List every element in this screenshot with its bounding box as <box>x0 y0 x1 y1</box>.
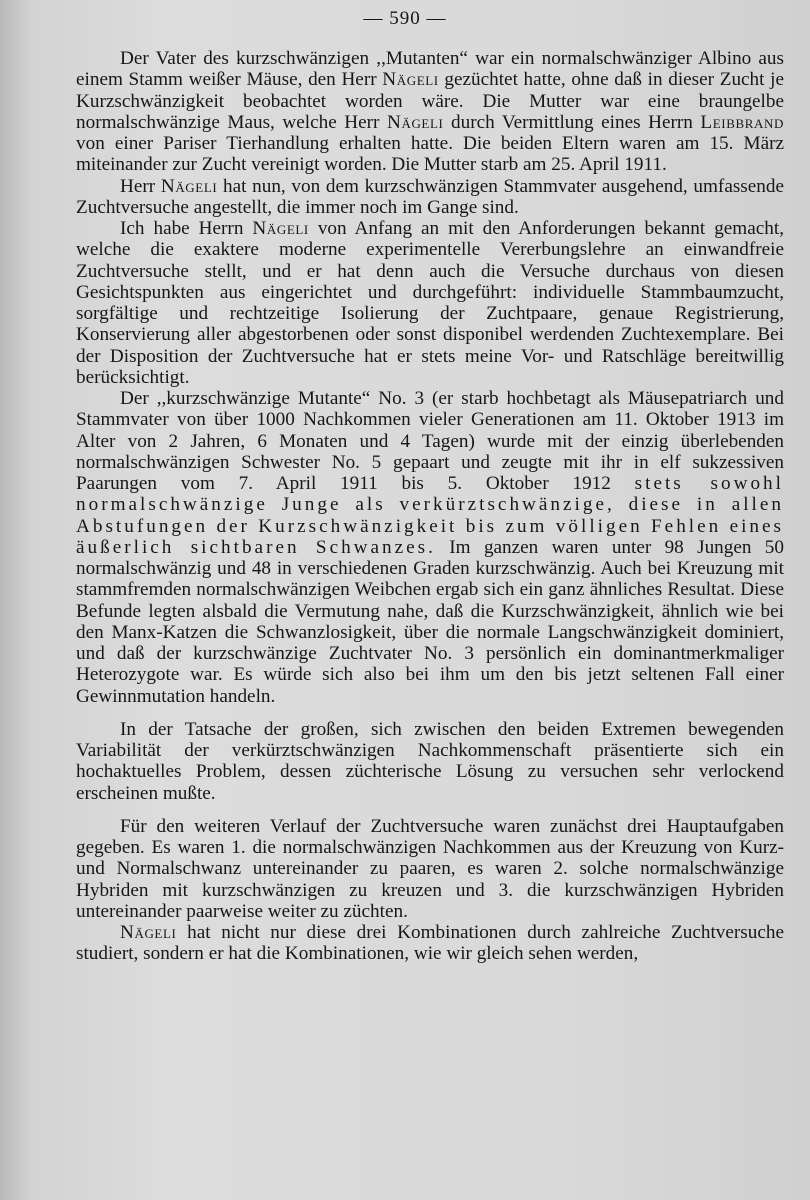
paragraph-1-segment-1: Der Vater des kurzschwänzigen ,,Mutanten“ war ein normalschwänziger Albino aus einem Stamm weißer Mäuse, den Herr <box>76 48 784 91</box>
paragraph-4-segment-2: stets sowohl normalschwänzige Junge als verkürztschwänzige, diese in allen Abstufungen der Kurzschwänzigkeit bis zum völligen Fehlen eines äußerlich sichtbaren Schwanzes. <box>76 473 784 558</box>
paragraph-7-segment-2: hat nicht nur diese drei Kombinationen durch zahlreiche Zuchtversuche studiert, sondern er hat die Kombinationen, wie wir gleich sehen werden, <box>76 922 784 965</box>
paragraph-1-segment-3: gezüchtet hatte, ohne daß in dieser Zucht je Kurzschwänzigkeit beobachtet worden wäre. Die Mutter war eine braungelbe normalschwänzige Maus, welche Herr <box>76 69 784 133</box>
paragraph-3-segment-2: Nägeli <box>252 218 309 239</box>
paragraph-1-segment-7: von einer Pariser Tierhandlung erhalten hatte. Die beiden Eltern waren am 15. März miteinander zur Zucht vereinigt worden. Die Mutter starb am 25. April 1911. <box>76 133 784 176</box>
paragraph-2-segment-1: Herr <box>120 175 161 197</box>
paragraph-1 <box>76 48 784 176</box>
paragraph-6-segment-1: Für den weiteren Verlauf der Zuchtversuche waren zunächst drei Hauptaufgaben gegeben. Es waren 1. die normalschwänzigen Nachkommen aus der Kreuzung von Kurz- und Normalschwanz untereinander zu paaren, es waren 2. solche normalschwänzige Hybriden mit kurzschwänzigen zu kreuzen und 3. die kurzschwänzigen Hybriden untereinander paarweise weiter zu züchten. <box>76 815 784 922</box>
paragraph-2 <box>76 176 784 219</box>
paragraph-4 <box>76 388 784 707</box>
paragraph-1-segment-4: Nägeli <box>387 111 444 133</box>
paragraph-7 <box>76 922 784 965</box>
paragraph-7-segment-1: Nägeli <box>120 922 177 943</box>
paragraph-1-segment-5: durch Vermittlung eines Herrn <box>443 111 701 133</box>
body-text <box>76 48 784 965</box>
paragraph-4-segment-3: Im ganzen waren unter 98 Jungen 50 normalschwänzig und 48 in verschiedenen Graden kurzschwänzig. Auch bei Kreuzung mit stammfremden normalschwänzigen Weibchen ergab sich ein ganz ähnliches Resultat. Diese Befunde legten alsbald die Vermutung nahe, daß die Kurzschwänzigkeit, ähnlich wie bei den Manx-Katzen die Schwanzlosigkeit, über die normale Langschwänzigkeit dominiert, und daß der kurzschwänzige Zuchtvater No. 3 persönlich ein dominantmerkmaliger Heterozygote war. Es würde sich also bei ihm um den bis jetzt seltenen Fall einer Gewinnmutation handeln. <box>76 536 784 707</box>
paragraph-2-segment-3: hat nun, von dem kurzschwänzigen Stammvater ausgehend, umfassende Zuchtversuche angestellt, die immer noch im Gange sind. <box>76 175 784 218</box>
page-number: — 590 — <box>363 8 447 29</box>
paragraph-3 <box>76 218 784 388</box>
paragraph-6 <box>76 816 784 922</box>
paragraph-2-segment-2: Nägeli <box>160 175 218 197</box>
paragraph-1-segment-6: Leibbrand <box>700 111 784 133</box>
paragraph-4-segment-1: Der ,,kurzschwänzige Mutante“ No. 3 (er starb hochbetagt als Mäusepatriarch und Stammvater von über 1000 Nachkommen vieler Generationen am 11. Oktober 1913 im Alter von 2 Jahren, 6 Monaten und 4 Tagen) wurde mit der einzig überlebenden normalschwänzigen Schwester No. 5 gepaart und zeugte mit ihr in elf sukzessiven Paarungen vom 7. April 1911 bis 5. Oktober 1912 <box>76 388 784 494</box>
paragraph-5-segment-1: In der Tatsache der großen, sich zwischen den beiden Extremen bewegenden Variabilität der verkürztschwänzigen Nachkommenschaft präsentierte sich ein hochaktuelles Problem, dessen züchterische Lösung zu versuchen sehr verlockend erscheinen mußte. <box>76 718 784 804</box>
paragraph-3-segment-1: Ich habe Herrn <box>120 218 253 239</box>
paragraph-5 <box>76 719 784 804</box>
paragraph-3-segment-3: von Anfang an mit den Anforderungen bekannt gemacht, welche die exaktere moderne experimentelle Vererbungslehre an einwandfreie Zuchtversuche stellt, und er hat denn auch die Versuche durchaus von diesen Gesichtspunkten aus eingerichtet und durchgeführt: individuelle Stammbaumzucht, sorgfältige und rechtzeitige Isolierung der Zuchtpaare, genaue Registrierung, Konservierung aller abgestorbenen oder sonst disponibel werdenden Zuchtexemplare. Bei der Disposition der Zuchtversuche hat er stets meine Vor- und Ratschläge bereitwillig berücksichtigt. <box>76 218 784 388</box>
paragraph-1-segment-2: Nägeli <box>382 69 439 91</box>
